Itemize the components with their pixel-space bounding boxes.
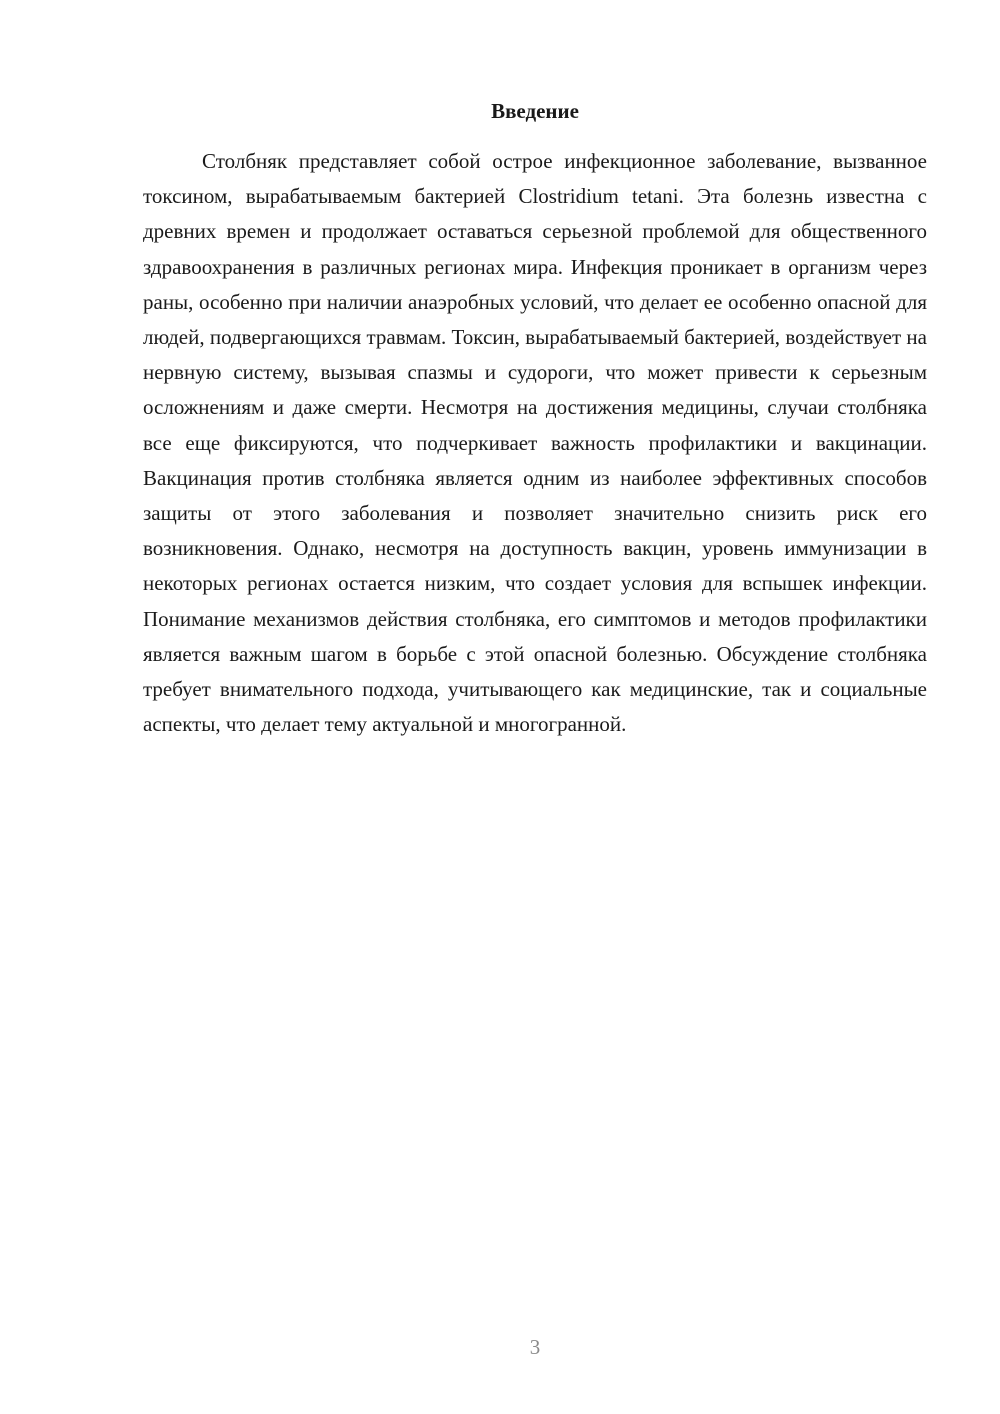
page-number: 3	[529, 1335, 541, 1359]
intro-paragraph: Столбняк представляет собой острое инфекционное заболевание, вызванное токсином, вырабатываемым бактерией Clostridium tetani. Эта болезнь известна с древних времен и продолжает оставаться серьезной проблемой для общественного здравоохранения в различных регионах мира. Инфекция проникает в организм через раны, особенно при наличии анаэробных условий, что делает ее особенно опасной для людей, подвергающихся травмам. Токсин, вырабатываемый бактерией, воздействует на нервную систему, вызывая спазмы и судороги, что может привести к серьезным осложнениям и даже смерти. Несмотря на достижения медицины, случаи столбняка все еще фиксируются, что подчеркивает важность профилактики и вакцинации. Вакцинация против столбняка является одним из наиболее эффективных способов защиты от этого заболевания и позволяет значительно снизить риск его возникновения. Однако, несмотря на доступность вакцин, уровень иммунизации в некоторых регионах остается низким, что создает условия для вспышек инфекции. Понимание механизмов действия столбняка, его симптомов и методов профилактики является важным шагом в борьбе с этой опасной болезнью. Обсуждение столбняка требует внимательного подхода, учитывающего как медицинские, так и социальные аспекты, что делает тему актуальной и многогранной.	[143, 149, 927, 737]
section-heading: Введение	[491, 99, 579, 123]
